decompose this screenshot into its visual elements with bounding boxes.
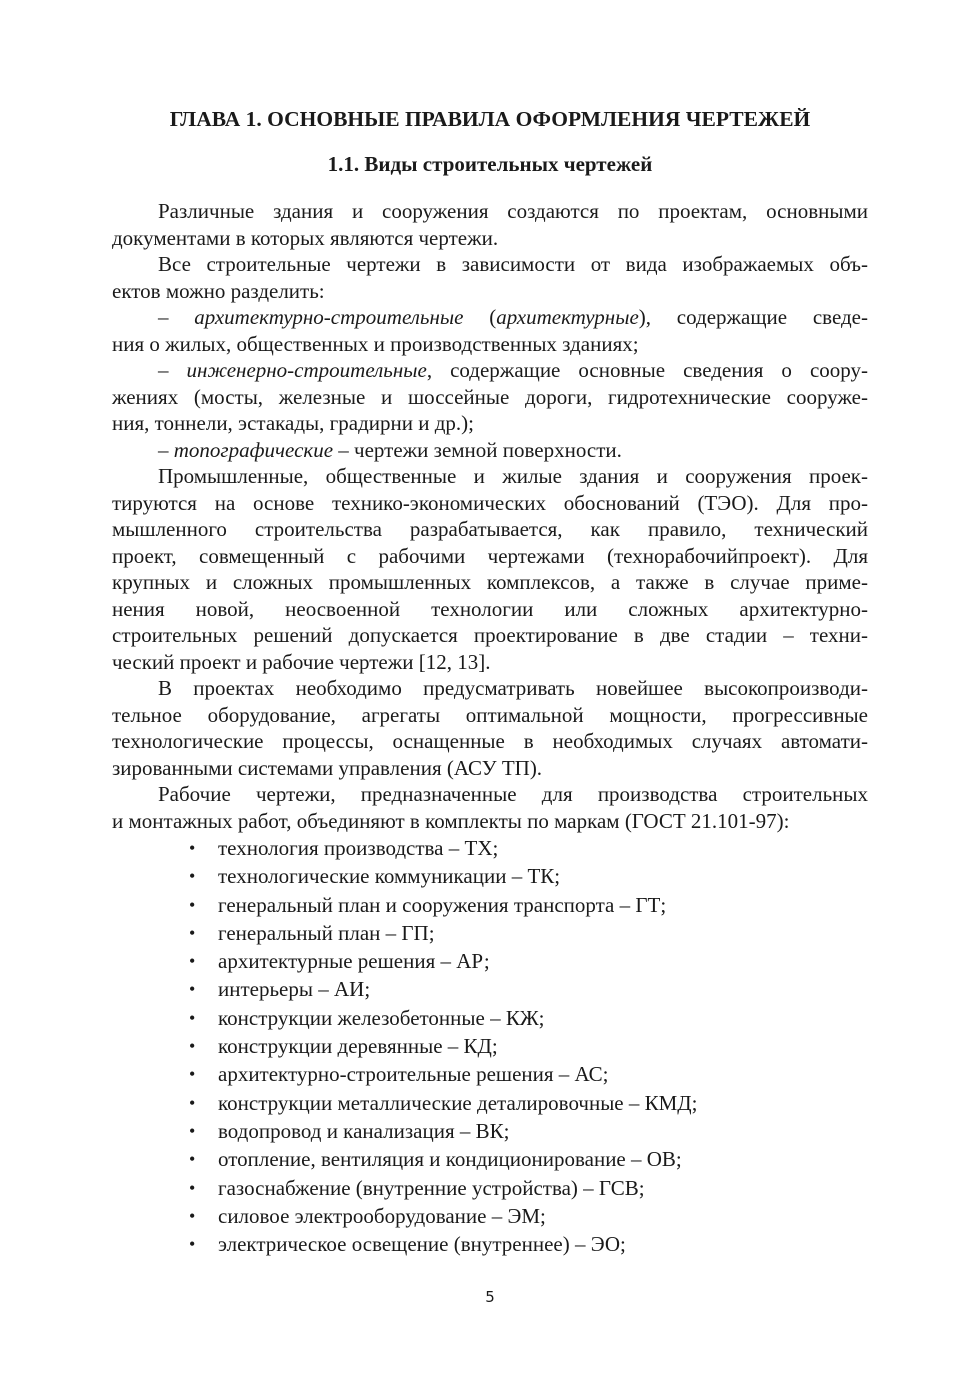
text-fragment: , содержащие основные сведения о соору- [426, 358, 868, 382]
text-line: тируются на основе технико-экономических обоснований (ТЭО). Для про- [112, 490, 868, 515]
term-architectural: архитектурно-строительные [194, 305, 464, 329]
page-number: 5 [485, 1288, 495, 1306]
chapter-title: ГЛАВА 1. ОСНОВНЫЕ ПРАВИЛА ОФОРМЛЕНИЯ ЧЕРТЕЖЕЙ [169, 107, 811, 131]
list-item-text: архитектурно-строительные решения – АС; [218, 1062, 609, 1087]
list-item [112, 947, 868, 975]
bullet-icon: • [189, 1177, 196, 1198]
text-line: ческий проект и рабочие чертежи [12, 13]. [112, 649, 491, 674]
document-page [112, 0, 868, 1386]
text-line [112, 304, 868, 331]
bullet-icon: • [189, 1149, 196, 1170]
bullet-icon: • [189, 866, 196, 887]
text-line: Различные здания и сооружения создаются по проектам, основными [158, 199, 868, 223]
text-line: ектов можно разделить: [112, 278, 325, 303]
text-line: ния, тоннели, эстакады, градирни и др.); [112, 411, 474, 435]
list-item-text: электрическое освещение (внутреннее) – ЭО; [218, 1232, 626, 1257]
list-item [112, 834, 868, 862]
text-fragment: – чертежи земной поверхности. [333, 437, 622, 462]
text-line: Рабочие чертежи, предназначенные для производства строительных [158, 782, 868, 806]
list-item-text: конструкции металлические деталировочные – КМД; [218, 1090, 698, 1115]
dash-prefix: – [158, 437, 174, 462]
list-item [112, 1004, 868, 1032]
bullet-icon: • [189, 894, 196, 915]
list-item [112, 919, 868, 947]
text-line: проект, совмещенный с рабочими чертежами (технорабочийпроект). Для [112, 543, 868, 568]
bullet-icon: • [189, 1234, 196, 1255]
text-line: ния о жилых, общественных и производственных зданиях; [112, 331, 639, 356]
list-item-text: архитектурные решения – АР; [218, 949, 490, 974]
list-item-text: технологические коммуникации – ТК; [218, 864, 561, 889]
bullet-icon: • [189, 922, 196, 943]
list-item [112, 891, 868, 919]
bullet-icon: • [189, 1120, 196, 1141]
term-engineering: инженерно-строительные [186, 358, 427, 382]
text-line: крупных и сложных промышленных комплексов, а также в случае приме- [112, 570, 868, 594]
list-item-architectural [112, 304, 868, 357]
bullet-icon: • [189, 1205, 196, 1226]
list-item [112, 1060, 868, 1088]
dash-prefix: – [158, 305, 195, 329]
list-item [112, 1117, 868, 1145]
section-title: 1.1. Виды строительных чертежей [327, 152, 653, 176]
bullet-icon: • [189, 1064, 196, 1085]
text-line: В проектах необходимо предусматривать новейшее высокопроизводи- [158, 676, 868, 700]
text-line [112, 437, 868, 464]
list-item-text: конструкции железобетонные – КЖ; [218, 1005, 545, 1030]
text-line: мышленного строительства разрабатывается, как правило, технический [112, 517, 868, 541]
term-topographic: топографические [173, 437, 334, 462]
list-item-text: водопровод и канализация – ВК; [218, 1118, 510, 1143]
list-item-text: технология производства – ТХ; [218, 836, 499, 860]
list-item-text: генеральный план – ГП; [218, 920, 435, 945]
list-item [112, 1202, 868, 1230]
text-line: строительных решений допускается проектирование в две стадии – техни- [112, 623, 868, 647]
text-line: жениях (мосты, железные и шоссейные дороги, гидротехнические сооруже- [112, 384, 868, 409]
list-item-engineering [112, 357, 868, 437]
list-item-text: газоснабжение (внутренние устройства) – ГСВ; [218, 1175, 645, 1200]
text-line: технологические процессы, оснащенные в необходимых случаях автомати- [112, 729, 868, 753]
bullet-icon: • [189, 1007, 196, 1028]
paragraph-equipment [112, 675, 868, 781]
list-item [112, 975, 868, 1003]
list-item-topographic [112, 437, 868, 464]
text-line: зированными системами управления (АСУ ТП). [112, 755, 543, 780]
text-line: Промышленные, общественные и жилые здания и сооружения проек- [158, 464, 868, 488]
text-line: Все строительные чертежи в зависимости от вида изображаемых объ- [158, 252, 868, 276]
bullet-icon: • [189, 1036, 196, 1057]
text-line: нения новой, неосвоенной технологии или сложных архитектурно- [112, 596, 868, 621]
paragraph-design-stages [112, 463, 868, 675]
list-item [112, 1174, 868, 1202]
list-item-text: конструкции деревянные – КД; [218, 1034, 498, 1059]
list-item [112, 1145, 868, 1173]
list-item-text: силовое электрооборудование – ЭМ; [218, 1203, 546, 1228]
bullet-icon: • [189, 838, 196, 858]
text-line: документами в которых являются чертежи. [112, 225, 499, 250]
paragraph-intro [112, 198, 868, 251]
dash-prefix: – [158, 358, 187, 382]
text-fragment: ( [463, 305, 497, 329]
drawing-marks-list [112, 834, 868, 1258]
list-item [112, 1032, 868, 1060]
list-item [112, 862, 868, 890]
list-item [112, 1230, 868, 1258]
list-item-text: отопление, вентиляция и кондиционирование – ОВ; [218, 1147, 682, 1172]
text-line: и монтажных работ, объединяют в комплекты по маркам (ГОСТ 21.101-97): [112, 808, 790, 833]
text-fragment: ), содержащие сведе- [638, 305, 868, 329]
bullet-icon: • [189, 951, 196, 972]
body-text [112, 198, 868, 1258]
paragraph-classification [112, 251, 868, 304]
term-architectural-short: архитектурные [496, 305, 639, 329]
bullet-icon: • [189, 979, 196, 1000]
text-line [112, 357, 868, 384]
list-item [112, 1089, 868, 1117]
text-line: тельное оборудование, агрегаты оптимальной мощности, прогрессивные [112, 702, 868, 727]
list-item-text: интерьеры – АИ; [218, 977, 371, 1002]
bullet-icon: • [189, 1092, 196, 1113]
paragraph-working-drawings [112, 781, 868, 834]
list-item-text: генеральный план и сооружения транспорта – ГТ; [218, 892, 667, 917]
